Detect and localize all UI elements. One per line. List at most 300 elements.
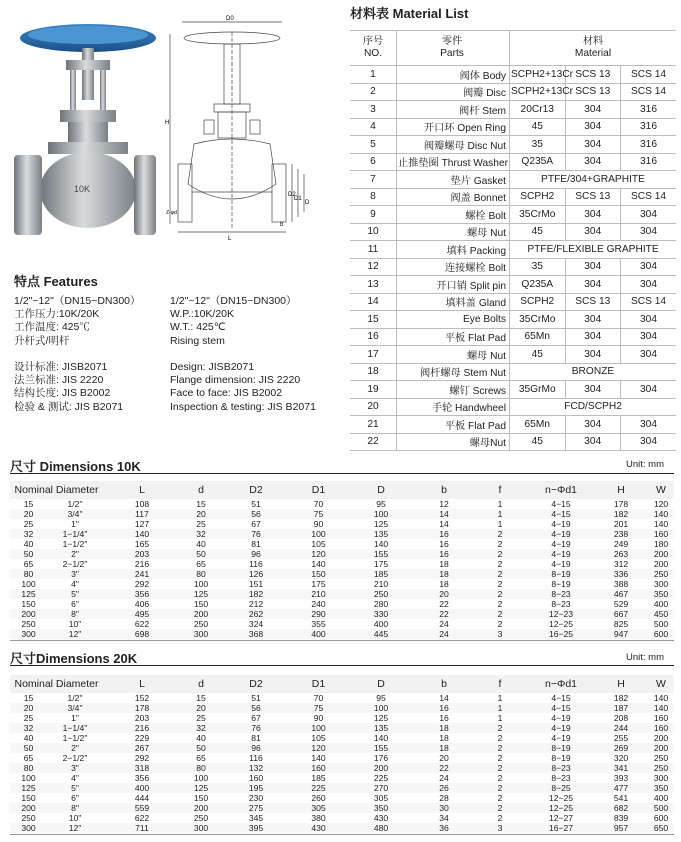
dim-cell: 290 [291,609,346,619]
dim-cell: 26 [416,783,472,793]
dim-cell: 150 [21,793,36,803]
material-header-no: 序号 NO. [350,31,397,66]
dim-cell: 350 [346,803,416,813]
material-part: Eye Bolts [397,311,510,329]
material-row [350,363,676,381]
dim-cell: 6" [71,599,79,609]
dim-cell: 50 [10,549,47,559]
material-row [350,83,676,101]
dim-cell: 40 [23,539,34,549]
dim-header: f [472,675,528,693]
dim-cell: 18 [439,733,449,743]
dim-cell: 200 [181,609,221,619]
dim-cell: 650 [648,823,674,833]
dim-row [10,803,674,813]
material-value: 304 [565,311,621,329]
material-value: 35GrMo [510,381,566,399]
dim-cell: 2 [472,589,528,599]
dim-cell: 622 [134,813,150,823]
standards-en: Design: JISB2071 Flange dimension: JIS 2220 Face to face: JIS B2002 Inspection & testing: JIS B2071 [170,361,316,413]
dim-cell: 250 [21,813,36,823]
dim-cell: 8" [47,609,103,619]
dim-row [10,579,674,589]
features-en: 1/2"~12"（DN15~DN300） W.P.:10K/20K W.T.: 425℃ Rising stem [170,295,297,347]
dim-cell: 126 [221,569,291,579]
dim-cell: 200 [181,803,221,813]
dim-cell: 3/4" [47,509,103,519]
material-value: SCPH2+13Cr [510,83,566,101]
dim-cell: 280 [373,599,389,609]
dim-cell: 263 [594,549,648,559]
dim-cell: 445 [346,629,416,639]
material-row [350,188,676,206]
dim-header: d [181,675,221,693]
dim-cell: 150 [291,569,346,579]
material-part: 止推垫圈 Thrust Washer [397,153,510,171]
material-no: 12 [350,258,397,276]
dim-cell: 229 [134,733,150,743]
dim-cell: 600 [653,813,669,823]
dim-cell: 70 [313,499,324,509]
dim-cell: 477 [594,783,648,793]
dim-cell: 238 [594,529,648,539]
material-no: 8 [350,188,397,206]
material-value: 45 [510,118,566,136]
features-cn: 1/2"~12"（DN15~DN300） 工作压力:10K/20K 工作温度: 425℃ 升杆式/明杆 [14,295,141,347]
dim-cell: 8−23 [528,763,594,773]
dim-cell: 160 [648,529,674,539]
material-value: SCS 14 [621,293,677,311]
dim-cell: 406 [134,599,150,609]
dim-cell: 185 [311,773,326,783]
material-value: 316 [621,101,677,119]
dim-cell: 400 [373,619,389,629]
material-value: 304 [565,153,621,171]
dim-cell: 4−19 [551,519,571,529]
dim-cell: 305 [373,793,389,803]
label-d1: D1 [294,196,302,202]
dim-cell: 32 [10,723,47,733]
dim-cell: 108 [134,499,150,509]
dim-cell: 324 [248,619,264,629]
dim-cell: 178 [103,703,181,713]
dim-cell: 125 [181,589,221,599]
label-b: b [280,222,284,228]
dim-cell: 400 [103,783,181,793]
material-value: SCS 13 [565,66,621,84]
dim-cell: 105 [311,539,326,549]
dim-cell: 16−27 [528,823,594,833]
material-no: 13 [350,276,397,294]
dim-cell: 201 [613,519,629,529]
dim-cell: 1 [497,693,503,703]
dim-cell: 12" [47,629,103,639]
material-value: 65Mn [510,416,566,434]
dim-header-nominal: Nominal Diameter [10,675,103,693]
dim20k-bottom-rule [10,834,674,835]
material-value: SCS 13 [565,83,621,101]
material-part: 平板 Flat Pad [397,328,510,346]
material-part: 开口环 Open Ring [397,118,510,136]
dim-cell: 2 [497,599,503,609]
dim-cell: 430 [291,823,346,833]
dim-header: D2 [221,481,291,499]
dim-cell: 249 [613,539,629,549]
standards-cn: 设计标准: JISB2071 法兰标准: JIS 2220 结构长度: JIS B2002 检验 & 测试: JIS B2071 [14,361,124,413]
dim-cell: 300 [653,579,669,589]
dim-cell: 241 [103,569,181,579]
material-value: 45 [510,433,566,451]
dim-header: W [648,675,674,693]
dim-cell: 350 [648,589,674,599]
dim-cell: 350 [648,783,674,793]
dim-header: D2 [221,675,291,693]
dim-cell: 105 [311,733,326,743]
dim-cell: 698 [103,629,181,639]
dim-cell: 15 [23,693,34,703]
dim-cell: 957 [594,823,648,833]
dim-cell: 1 [497,499,503,509]
dim-cell: 182 [221,589,291,599]
svg-text:10K: 10K [74,184,91,194]
dim-cell: 8−19 [551,753,571,763]
dim-cell: 12" [47,823,103,833]
dim-cell: 180 [653,539,669,549]
dim-cell: 4" [71,773,79,783]
dim-cell: 16 [439,539,449,549]
dim-row [10,723,674,733]
dim-cell: 151 [248,579,264,589]
dim-cell: 50 [181,743,221,753]
dim-cell: 210 [291,589,346,599]
dim-cell: 355 [311,619,326,629]
dim-cell: 24 [439,619,449,629]
material-value: 304 [621,258,677,276]
dim-cell: 2 [472,743,528,753]
material-row [350,433,676,451]
material-value: 304 [621,416,677,434]
dim-cell: 56 [221,703,291,713]
dim-cell: 18 [416,569,472,579]
dim-cell: 4−19 [551,559,571,569]
dim-cell: 4−19 [551,539,571,549]
dim-cell: 2 [497,773,503,783]
dim-header: f [472,481,528,499]
dim-cell: 176 [373,753,389,763]
dim-cell: 65 [196,753,206,763]
material-part: 阀杆螺母 Stem Nut [397,363,510,381]
material-value: 304 [621,223,677,241]
dim-cell: 216 [103,723,181,733]
dim-cell: 300 [10,823,47,833]
material-value: 35 [510,258,566,276]
material-value: SCPH2 [510,188,566,206]
material-value: 304 [621,433,677,451]
dim-cell: 80 [10,763,47,773]
dim-cell: 140 [653,693,669,703]
dim-cell: 480 [346,823,416,833]
dim-cell: 839 [613,813,629,823]
dim-cell: 388 [613,579,629,589]
dim-cell: 100 [346,509,416,519]
material-value: 304 [621,206,677,224]
dim-cell: 4" [71,579,79,589]
dim-cell: 292 [134,753,150,763]
dim-cell: 2 [472,763,528,773]
dim-cell: 165 [134,539,150,549]
dim-cell: 160 [648,723,674,733]
material-no: 10 [350,223,397,241]
dim-cell: 155 [346,549,416,559]
dim-cell: 3" [47,763,103,773]
dim-cell: 2 [472,803,528,813]
dim10k-top-rule [10,473,674,474]
material-value: 304 [621,381,677,399]
dim-cell: 30 [416,803,472,813]
dim-cell: 25 [196,713,206,723]
dim-header: H [594,675,648,693]
dim-cell: 368 [221,629,291,639]
dim-row [10,783,674,793]
dim-cell: 2 [472,609,528,619]
dim-cell: 450 [648,609,674,619]
dim-cell: 8−19 [528,569,594,579]
dim-cell: 2 [472,529,528,539]
dim-cell: 300 [10,629,47,639]
material-value: SCS 13 [565,188,621,206]
dim-cell: 1 [472,509,528,519]
material-value: SCS 14 [621,83,677,101]
dim-cell: 127 [134,519,150,529]
dim-cell: 1−1/4" [47,723,103,733]
dim-cell: 2 [472,549,528,559]
dim-cell: 300 [181,823,221,833]
dim-cell: 250 [193,619,209,629]
dim-cell: 2 [497,579,503,589]
dim-cell: 667 [594,609,648,619]
dim10k-bottom-rule [10,640,674,641]
material-value: 304 [621,311,677,329]
dim-cell: 2 [497,559,503,569]
dim-cell: 140 [311,559,326,569]
material-part: 螺母Nut [397,433,510,451]
material-row [350,136,676,154]
material-value: 304 [565,346,621,364]
material-no: 6 [350,153,397,171]
dim-cell: 178 [613,499,629,509]
dim-cell: 20 [181,509,221,519]
dim-cell: 4−15 [528,703,594,713]
dim-cell: 16 [416,703,472,713]
dim-cell: 140 [373,733,389,743]
dim-cell: 150 [193,599,209,609]
dim20k-top-rule [10,665,674,666]
dim-cell: 200 [10,803,47,813]
material-no: 1 [350,66,397,84]
dim-cell: 22 [416,763,472,773]
dim-cell: 1−1/2" [62,539,88,549]
dim-cell: 467 [594,589,648,599]
dim-cell: 100 [291,723,346,733]
material-value: SCS 14 [621,66,677,84]
dim-cell: 15 [196,499,206,509]
dim-cell: 67 [251,519,261,529]
material-part: 开口销 Split pin [397,276,510,294]
material-row [350,416,676,434]
dim20k-table [10,675,674,833]
dim-header: d [181,481,221,499]
material-table [350,30,676,451]
dim-cell: 430 [373,813,389,823]
dim-cell: 250 [193,813,209,823]
material-part: 阀杆 Stem [397,101,510,119]
dim-cell: 500 [653,619,669,629]
dim-cell: 200 [10,609,47,619]
dim-row [10,813,674,823]
dim-cell: 2" [47,743,103,753]
dim-cell: 8−25 [528,783,594,793]
material-value: SCS 13 [565,293,621,311]
dim-cell: 67 [251,713,261,723]
dim-cell: 255 [613,733,629,743]
dim-cell: 18 [439,559,449,569]
material-value: SCS 14 [621,188,677,206]
dim-row [10,693,674,703]
dim-row [10,763,674,773]
dim-row [10,823,674,833]
material-value: 304 [565,276,621,294]
dim-cell: 12 [439,499,449,509]
dim-cell: 125 [373,713,389,723]
dim-cell: 32 [181,723,221,733]
dim-cell: 2 [497,793,503,803]
dim-cell: 210 [373,579,389,589]
dim-cell: 125 [181,783,221,793]
dim-header: n−Φd1 [528,675,594,693]
material-no: 15 [350,311,397,329]
dim-cell: 155 [346,743,416,753]
material-row [350,258,676,276]
dim-cell: 50 [181,549,221,559]
dim-cell: 8−23 [551,599,571,609]
dim-cell: 125 [10,589,47,599]
dim-cell: 682 [594,803,648,813]
dim-cell: 225 [291,783,346,793]
dim-cell: 4−19 [528,529,594,539]
dim-cell: 2 [472,723,528,733]
dim-cell: 300 [653,773,669,783]
dim-row [10,549,674,559]
dim-cell: 135 [346,529,416,539]
dim-cell: 140 [311,753,326,763]
dim-row [10,753,674,763]
dim-cell: 51 [251,693,261,703]
dim-cell: 182 [613,693,629,703]
material-value: 35CrMo [510,311,566,329]
dim-cell: 175 [311,579,326,589]
dim-cell: 16 [439,713,449,723]
dim-cell: 116 [249,753,263,763]
dim-cell: 8−19 [551,579,571,589]
dim-cell: 1/2" [67,693,83,703]
dim-cell: 400 [291,629,346,639]
dim-cell: 182 [594,509,648,519]
material-value: 316 [621,136,677,154]
dim-cell: 262 [221,609,291,619]
dim-cell: 90 [313,519,324,529]
dim-cell: 216 [134,559,150,569]
dim-cell: 28 [439,793,449,803]
material-row [350,101,676,119]
dim-cell: 305 [291,803,346,813]
dim-cell: 150 [21,599,36,609]
dim-cell: 22 [439,599,449,609]
dim-cell: 81 [251,733,261,743]
material-value: 304 [565,416,621,434]
dim-cell: 495 [103,609,181,619]
material-part: 阀瓣螺母 Disc Nut [397,136,510,154]
dim-cell: 225 [373,773,389,783]
dim-cell: 400 [653,599,669,609]
dim-cell: 2 [472,569,528,579]
material-part: 阀盖 Bonnet [397,188,510,206]
material-value: 45 [510,223,566,241]
dim-row [10,773,674,783]
material-no: 5 [350,136,397,154]
dim-cell: 65 [23,753,34,763]
material-value: 304 [565,328,621,346]
dim-cell: 16−25 [528,629,594,639]
dim-header: b [416,481,472,499]
dim-row [10,713,674,723]
dim-cell: 20 [10,509,47,519]
dim-cell: 160 [248,773,264,783]
dim-cell: 2 [497,619,503,629]
material-no: 18 [350,363,397,381]
material-value: 304 [565,206,621,224]
dim-cell: 393 [613,773,629,783]
dim-cell: 1−1/2" [62,733,88,743]
dim-cell: 125 [373,519,389,529]
dim-cell: 4−19 [551,713,571,723]
dim-cell: 76 [221,529,291,539]
material-value: 304 [565,258,621,276]
dim-cell: 100 [291,529,346,539]
dim-cell: 380 [311,813,326,823]
features-title: 特点 Features [14,274,98,289]
dim-cell: 125 [10,783,47,793]
dim-cell: 80 [181,763,221,773]
dim-cell: 267 [103,743,181,753]
dim-cell: 160 [291,763,346,773]
dim-row [10,619,674,629]
dim-cell: 336 [594,569,648,579]
dim-cell: 345 [248,813,264,823]
dim-row [10,539,674,549]
dim-cell: 18 [439,579,449,589]
dim-row [10,599,674,609]
dim-cell: 250 [346,589,416,599]
dim-cell: 444 [134,793,150,803]
dim-row [10,559,674,569]
dim-cell: 20 [416,589,472,599]
material-part: 填料 Packing [397,241,510,259]
dim-cell: 16 [416,549,472,559]
material-header-material: 材料 Material [510,31,677,66]
dim-header: D [346,675,416,693]
dim-cell: 3/4" [47,703,103,713]
dim-cell: 25 [23,713,34,723]
